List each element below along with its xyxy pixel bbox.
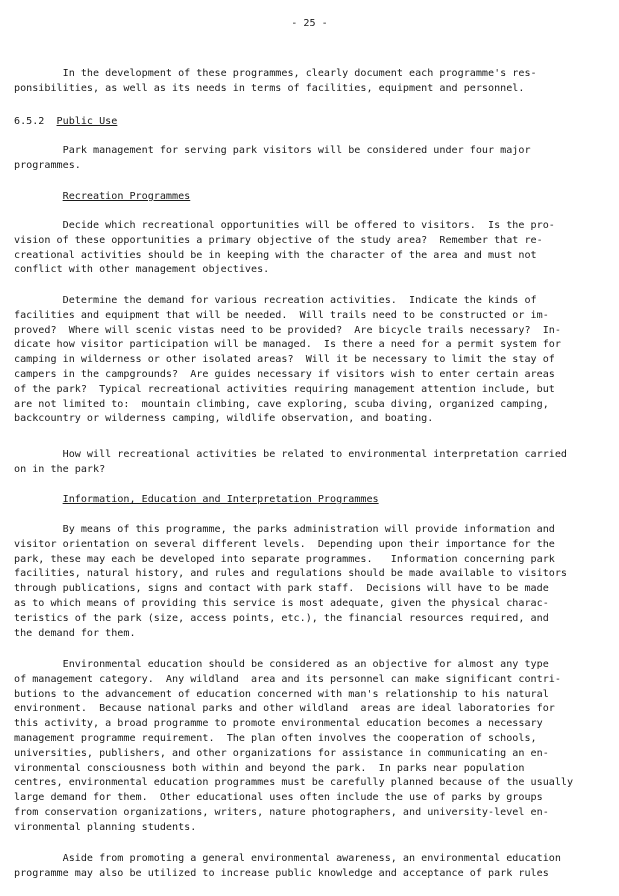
information-paragraph-2: Environmental education should be considered as an objective for almost any type of management category. Any wildland area and its personnel can make significant contri- butions to the advancement of education concerned with man's relationship to his natural environment. Because national parks and other wildland areas are ideal laboratories for this activity, a broad programme to promote environmental education becomes a necessary management programme requirement. The plan often involves the cooperation of schools, universities, publishers, and other organizations for assistance in communicating an en- vironmental consciousness both within and beyond the park. In parks near population centres, environmental education programmes must be carefully planned because of the usually large demand for them. Other educational uses often include the use of parks by groups from conservation organizations, writers, nature photographers, and university-level en- vironmental planning students. (14, 659, 574, 833)
section-title: Public Use (56, 116, 118, 127)
information-paragraph-1: By means of this programme, the parks administration will provide information and visitor orientation on several different levels. Depending upon their importance for the park, these may each be developed into separate programmes. Information concerning park facilities, natural history, and rules and regulations should be made available to visitors through publications, signs and contact with park staff. Decisions will have to be made as to which means of providing this service is most adequate, given the physical charac- teristics of the park (size, access points, etc.), the financial resources required, and the demand for them. (14, 524, 568, 639)
recreation-paragraph-1: Decide which recreational opportunities will be offered to visitors. Is the pro- vision of these opportunities a primary objective of the study area? Remember that re- creational activities should be in keeping with the character of the area and must not conflict with other management objectives. (14, 220, 555, 276)
section-number: 6.5.2 (14, 116, 45, 127)
information-paragraph-3: Aside from promoting a general environmental awareness, an environmental education programme may also be utilized to increase public knowledge and acceptance of park rules (14, 853, 561, 879)
information-heading (14, 493, 606, 508)
public-use-paragraph: Park management for serving park visitors will be considered under four major programmes. (14, 145, 531, 171)
recreation-heading-text: Recreation Programmes (62, 191, 191, 202)
section-heading (14, 115, 606, 130)
information-heading-text: Information, Education and Interpretation Programmes (62, 494, 379, 505)
recreation-heading (14, 190, 606, 205)
recreation-paragraph-2: Determine the demand for various recreation activities. Indicate the kinds of facilities and equipment that will be needed. Will trails need to be constructed or im- proved? Where will scenic vistas need to be provided? Are bicycle trails necessary? In- dicate how visitor participation will be managed. Is there a need for a permit system for camping in wilderness or other isolated areas? Will it be necessary to limit the stay of campers in the campgrounds? Are guides necessary if visitors wish to enter certain areas of the park? Typical recreational activities requiring management attention include, but are not limited to: mountain climbing, cave exploring, scuba diving, organized camping, backcountry or wilderness camping, wildlife observation, and boating. (14, 295, 561, 425)
recreation-paragraph-3: How will recreational activities be related to environmental interpretation carried on in the park? (14, 449, 568, 475)
intro-paragraph: In the development of these programmes, clearly document each programme's res- ponsibilities, as well as its needs in terms of facilities, equipment and personnel. (14, 68, 537, 94)
page-number: - 25 - (291, 18, 328, 29)
